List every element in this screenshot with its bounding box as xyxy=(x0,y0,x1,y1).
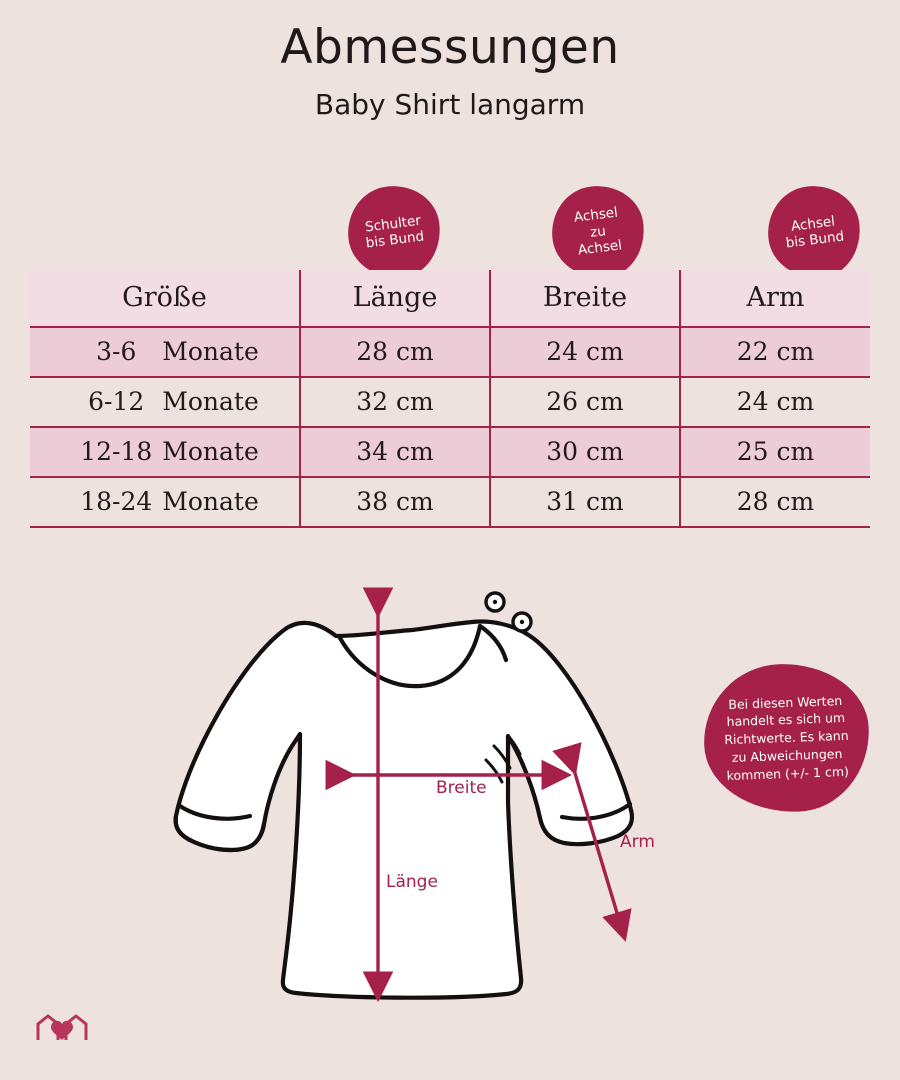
page-subtitle: Baby Shirt langarm xyxy=(314,87,586,121)
cell-laenge: 34 cm xyxy=(300,427,490,477)
dimension-label-arm: Arm xyxy=(620,832,655,852)
badge-breite-line3: Achsel xyxy=(577,237,623,259)
table-row xyxy=(30,327,870,377)
cell-arm: 22 cm xyxy=(680,327,870,377)
cell-size-range: 6-12 xyxy=(88,387,145,416)
column-header-arm: Arm xyxy=(680,270,870,327)
shirt-illustration xyxy=(150,560,710,1020)
size-table-wrapper xyxy=(30,270,870,528)
note-badge xyxy=(701,661,871,815)
page-header xyxy=(0,0,900,121)
cell-size xyxy=(30,477,300,527)
cell-size xyxy=(30,427,300,477)
brand-logo xyxy=(34,1008,90,1048)
cell-size xyxy=(30,377,300,427)
size-table xyxy=(30,270,870,528)
badge-arm xyxy=(763,181,866,284)
page-title: Abmessungen xyxy=(280,20,620,75)
table-header-row xyxy=(30,270,870,327)
badge-arm-line2: bis Bund xyxy=(784,228,846,252)
badge-arm-line1: Achsel xyxy=(790,212,836,235)
cell-size-unit: Monate xyxy=(162,437,259,466)
badge-laenge-line2: bis Bund xyxy=(364,228,426,252)
badge-breite-line2: zu xyxy=(589,222,607,241)
dimension-label-breite: Breite xyxy=(436,778,487,798)
cell-breite: 31 cm xyxy=(490,477,680,527)
cell-size-range: 12-18 xyxy=(80,437,153,466)
badge-breite-line1: Achsel xyxy=(573,204,619,227)
cell-breite: 30 cm xyxy=(490,427,680,477)
cell-laenge: 28 cm xyxy=(300,327,490,377)
badge-laenge-line1: Schulter xyxy=(364,212,422,235)
table-row xyxy=(30,427,870,477)
table-row xyxy=(30,477,870,527)
cell-laenge: 38 cm xyxy=(300,477,490,527)
cell-size xyxy=(30,327,300,377)
cell-size-unit: Monate xyxy=(162,487,259,516)
column-header-laenge: Länge xyxy=(300,270,490,327)
dimension-label-laenge: Länge xyxy=(386,872,438,892)
cell-breite: 24 cm xyxy=(490,327,680,377)
cell-laenge: 32 cm xyxy=(300,377,490,427)
cell-arm: 28 cm xyxy=(680,477,870,527)
column-header-groesse: Größe xyxy=(30,270,300,327)
badge-laenge xyxy=(343,181,446,284)
cell-size-unit: Monate xyxy=(162,337,259,366)
cell-size-unit: Monate xyxy=(162,387,259,416)
note-text: Bei diesen Werten handelt es sich um Richtwerte. Es kann zu Abweichungen kommen (+/- 1 cm) xyxy=(724,692,850,783)
cell-size-range: 3-6 xyxy=(96,337,137,366)
badge-breite xyxy=(547,181,650,284)
cell-arm: 25 cm xyxy=(680,427,870,477)
cell-breite: 26 cm xyxy=(490,377,680,427)
column-header-breite: Breite xyxy=(490,270,680,327)
table-row xyxy=(30,377,870,427)
cell-arm: 24 cm xyxy=(680,377,870,427)
cell-size-range: 18-24 xyxy=(80,487,153,516)
